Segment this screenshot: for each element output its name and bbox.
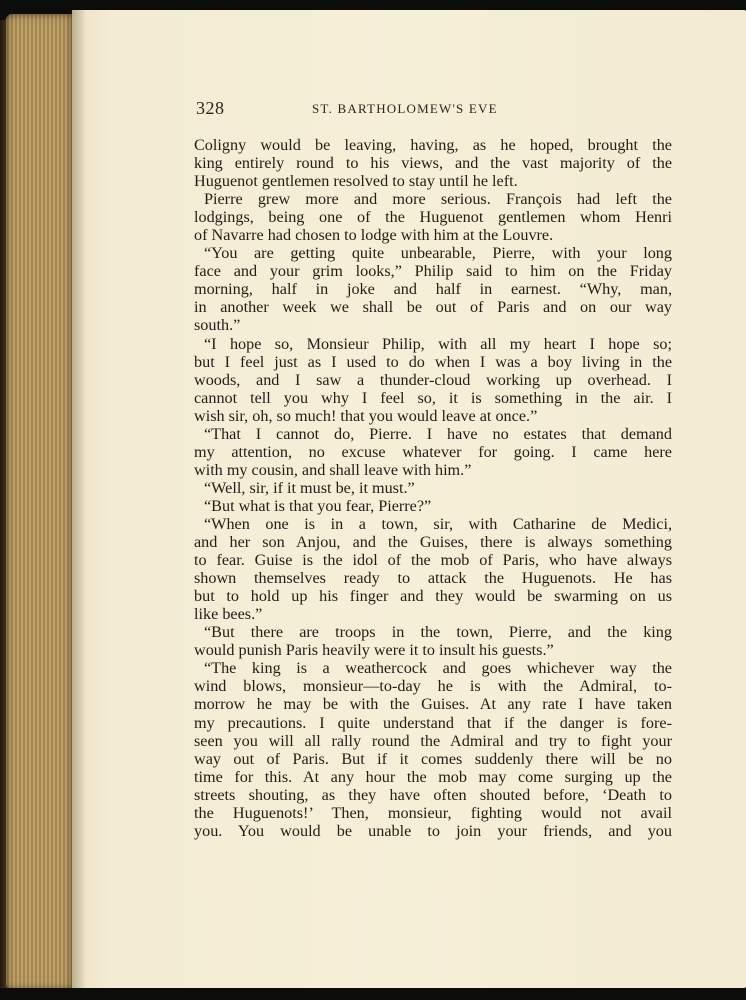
text-line: south.” xyxy=(194,316,241,335)
text-line: would punish Paris heavily were it to insult his guests.” xyxy=(194,641,554,660)
text-line: “You are getting quite unbearable, Pierre, with your long xyxy=(204,244,672,263)
running-head-title: ST. BARTHOLOMEW'S EVE xyxy=(312,101,498,116)
text-line: my precautions. I quite understand that if the danger is fore- xyxy=(194,713,672,732)
page-edges xyxy=(6,14,72,990)
text-line: “When one is in a town, sir, with Catharine de Medici, xyxy=(204,514,672,533)
text-line: time for this. At any hour the mob may come surging up the xyxy=(194,767,672,786)
text-line: “I hope so, Monsieur Philip, with all my heart I hope so; xyxy=(204,334,672,353)
gutter-shadow xyxy=(72,10,86,988)
text-line: you. You would be unable to join your friends, and you xyxy=(194,821,672,840)
text-line: Coligny would be leaving, having, as he hoped, brought the xyxy=(194,136,672,154)
text-line: “That I cannot do, Pierre. I have no estates that demand xyxy=(204,424,672,443)
text-line: face and your grim looks,” Philip said to him on the Friday xyxy=(194,262,672,281)
text-line: but I feel just as I used to do when I was a boy living in the xyxy=(194,352,672,371)
scan-bottom-border xyxy=(0,988,746,1000)
body-text xyxy=(194,136,672,840)
text-line: streets shouting, as they have often shouted before, ‘Death to xyxy=(194,785,672,804)
text-line: like bees.” xyxy=(194,605,263,624)
text-line: seen you will all rally round the Admiral and try to fight your xyxy=(194,731,672,750)
page-number: 328 xyxy=(196,98,225,118)
text-line: shown themselves ready to attack the Huguenots. He has xyxy=(194,569,672,588)
text-line: of Navarre had chosen to lodge with him at the Louvre. xyxy=(194,226,554,245)
text-line: “The king is a weathercock and goes whichever way the xyxy=(204,659,672,678)
text-line: “Well, sir, if it must be, it must.” xyxy=(204,478,415,497)
text-line: morning, half in joke and half in earnest. “Why, man, xyxy=(194,280,672,299)
text-line: “But what is that you fear, Pierre?” xyxy=(204,496,432,515)
text-line: “But there are troops in the town, Pierre, and the king xyxy=(204,623,672,642)
text-line: wind blows, monsieur—to-day he is with the Admiral, to- xyxy=(194,677,672,696)
text-line: wish sir, oh, so much! that you would leave at once.” xyxy=(194,406,538,425)
text-line: Pierre grew more and more serious. François had left the xyxy=(204,190,672,209)
text-line: but to hold up his finger and they would be swarming on us xyxy=(194,587,672,606)
text-line: and her son Anjou, and the Guises, there is always something xyxy=(194,533,672,552)
text-line: cannot tell you why I feel so, it is something in the air. I xyxy=(194,388,672,407)
running-head xyxy=(196,98,672,120)
text-line: king entirely round to his views, and the vast majority of the xyxy=(194,154,672,173)
text-line: my attention, no excuse whatever for going. I came here xyxy=(194,442,672,461)
text-line: with my cousin, and shall leave with him.” xyxy=(194,460,472,479)
text-line: in another week we shall be out of Paris and on our way xyxy=(194,298,672,317)
text-line: morrow he may be with the Guises. At any rate I have taken xyxy=(194,695,672,714)
text-line: Huguenot gentlemen resolved to stay until he left. xyxy=(194,172,518,191)
text-line: lodgings, being one of the Huguenot gentlemen whom Henri xyxy=(194,208,672,227)
text-line: to fear. Guise is the idol of the mob of Paris, who have always xyxy=(194,551,672,570)
text-line: way out of Paris. But if it comes suddenly there will be no xyxy=(194,749,672,768)
text-line: woods, and I saw a thunder-cloud working up overhead. I xyxy=(194,370,672,389)
text-line: the Huguenots!’ Then, monsieur, fighting would not avail xyxy=(194,803,672,822)
